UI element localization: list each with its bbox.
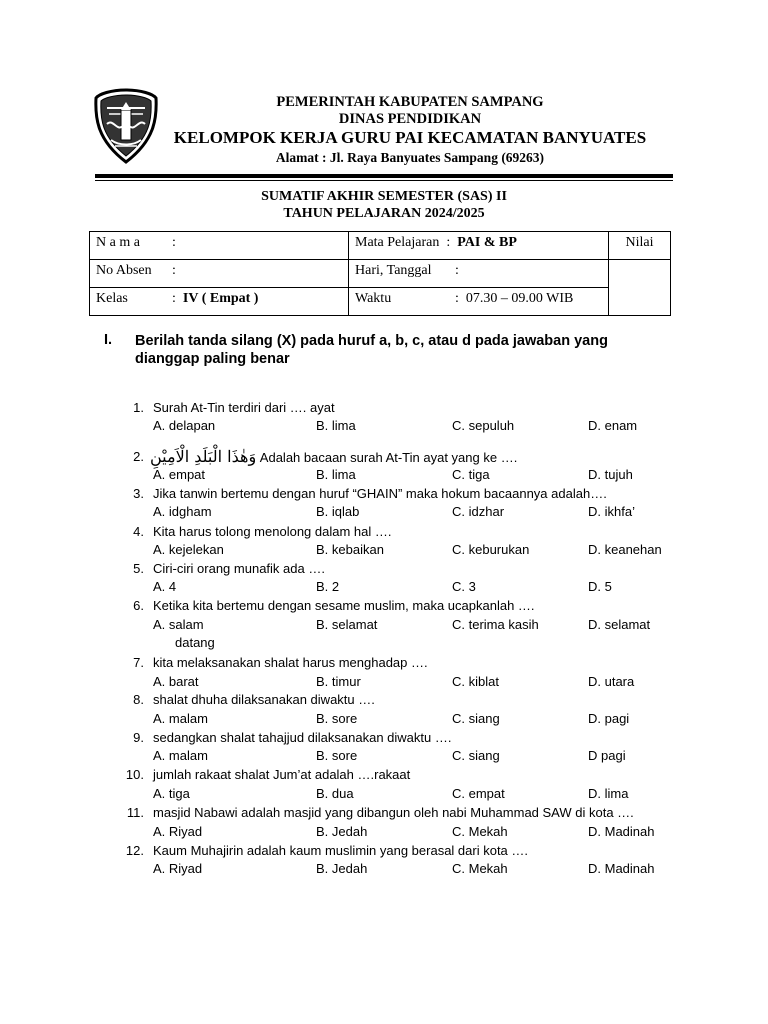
field-nama[interactable]: [90, 232, 349, 260]
option-c[interactable]: C. 3: [452, 579, 476, 594]
arabic-verse: وَهٰذَا الْبَلَدِ الْاَمِيْنِ: [150, 447, 257, 466]
option-c[interactable]: C. Mekah: [452, 861, 508, 876]
option-b[interactable]: B. iqlab: [316, 504, 360, 519]
question-8: [0, 691, 768, 709]
question-number: 3.: [133, 486, 144, 501]
option-c[interactable]: C. tiga: [452, 467, 490, 482]
question-9: [0, 729, 768, 747]
option-d[interactable]: D. lima: [588, 786, 629, 801]
question-text: Adalah bacaan surah At-Tin ayat yang ke ….: [259, 450, 518, 465]
field-mata-pelajaran: [349, 232, 609, 260]
question-number: 11.: [126, 805, 144, 820]
option-b[interactable]: B. lima: [316, 467, 356, 482]
question-12: [0, 842, 768, 860]
question-6: [0, 597, 768, 615]
option-c[interactable]: C. kiblat: [452, 674, 499, 689]
question-5: [0, 560, 768, 578]
option-b[interactable]: B. sore: [316, 748, 358, 763]
question-number: 9.: [133, 730, 144, 745]
option-c[interactable]: C. empat: [452, 786, 505, 801]
header-address: Alamat : Jl. Raya Banyuates Sampang (69263): [275, 150, 545, 165]
option-d[interactable]: D. keanehan: [588, 542, 662, 557]
option-a[interactable]: A. 4: [153, 579, 177, 594]
option-c[interactable]: C. sepuluh: [452, 418, 515, 433]
waktu-colon: :: [455, 291, 459, 306]
option-b[interactable]: B. kebaikan: [316, 542, 384, 557]
option-b[interactable]: B. dua: [316, 786, 354, 801]
nilai-label: Nilai: [625, 235, 654, 250]
header-department: DINAS PENDIDIKAN: [338, 111, 482, 127]
nilai-header: [609, 232, 671, 260]
header-rule-thick: [95, 174, 673, 178]
exam-year: TAHUN PELAJARAN 2024/2025: [283, 206, 485, 221]
question-text: Ketika kita bertemu dengan sesame muslim, maka ucapkanlah ….: [153, 598, 535, 613]
option-a[interactable]: A. Riyad: [153, 824, 203, 839]
mapel-label: Mata Pelajaran: [355, 235, 440, 250]
field-hari-tanggal[interactable]: [349, 260, 609, 288]
option-a[interactable]: A. barat: [153, 674, 199, 689]
option-a-continuation[interactable]: datang: [175, 635, 215, 650]
mapel-value: PAI & BP: [457, 235, 517, 250]
option-d[interactable]: D. utara: [588, 674, 635, 689]
field-nilai[interactable]: [609, 260, 671, 316]
option-a[interactable]: A. malam: [153, 711, 208, 726]
option-d[interactable]: D. selamat: [588, 617, 651, 632]
question-text: masjid Nabawi adalah masjid yang dibangun oleh nabi Muhammad SAW di kota ….: [153, 805, 634, 820]
option-a[interactable]: A. malam: [153, 748, 208, 763]
kelas-label: Kelas: [96, 291, 128, 306]
option-a[interactable]: A. kejelekan: [153, 542, 224, 557]
question-2: [0, 448, 768, 466]
question-text: sedangkan shalat tahajjud dilaksanakan diwaktu ….: [153, 730, 452, 745]
option-d[interactable]: D. tujuh: [588, 467, 633, 482]
option-d[interactable]: D. Madinah: [588, 861, 655, 876]
question-number: 5.: [133, 561, 144, 576]
header-organization: KELOMPOK KERJA GURU PAI KECAMATAN BANYUATES: [173, 128, 647, 147]
question-3: [0, 485, 768, 503]
option-c[interactable]: C. terima kasih: [452, 617, 539, 632]
option-b[interactable]: B. sore: [316, 711, 358, 726]
hari-colon: :: [455, 263, 459, 278]
absen-colon: :: [172, 263, 176, 278]
option-c[interactable]: C. Mekah: [452, 824, 508, 839]
waktu-label: Waktu: [355, 291, 392, 306]
question-number: 10.: [125, 767, 144, 782]
hari-label: Hari, Tanggal: [355, 263, 432, 278]
option-d[interactable]: D pagi: [588, 748, 626, 763]
option-a[interactable]: A. idgham: [153, 504, 212, 519]
question-10: [0, 766, 768, 784]
question-text: Jika tanwin bertemu dengan huruf “GHAIN” maka hokum bacaannya adalah….: [153, 486, 607, 501]
option-c[interactable]: C. siang: [452, 748, 500, 763]
question-number: 8.: [133, 692, 144, 707]
option-d[interactable]: D. 5: [588, 579, 612, 594]
field-no-absen[interactable]: [90, 260, 349, 288]
option-c[interactable]: C. idzhar: [452, 504, 505, 519]
question-7: [0, 654, 768, 672]
option-b[interactable]: B. lima: [316, 418, 356, 433]
waktu-value: 07.30 – 09.00 WIB: [465, 291, 574, 306]
question-text: jumlah rakaat shalat Jum’at adalah ….rakaat: [153, 767, 411, 782]
option-c[interactable]: C. siang: [452, 711, 500, 726]
question-text-line: [150, 448, 517, 467]
question-number: 4.: [133, 524, 144, 539]
option-a[interactable]: A. empat: [153, 467, 206, 482]
student-identity-table: [89, 231, 671, 316]
question-11: [0, 804, 768, 822]
question-text: Surah At-Tin terdiri dari …. ayat: [153, 400, 335, 415]
option-d[interactable]: D. pagi: [588, 711, 630, 726]
question-1: [0, 399, 768, 417]
option-d[interactable]: D. enam: [588, 418, 638, 433]
field-waktu: [349, 288, 609, 316]
option-a[interactable]: A. tiga: [153, 786, 190, 801]
question-number: 12.: [125, 843, 144, 858]
option-b[interactable]: B. timur: [316, 674, 361, 689]
option-c[interactable]: C. keburukan: [452, 542, 530, 557]
header-rule-thin: [95, 180, 673, 181]
question-text: Kaum Muhajirin adalah kaum muslimin yang berasal dari kota ….: [153, 843, 529, 858]
question-number: 1.: [133, 400, 144, 415]
option-a[interactable]: A. salam: [153, 617, 204, 632]
kelas-value: IV ( Empat ): [182, 291, 259, 306]
section-number: I.: [104, 332, 113, 348]
question-text: kita melaksanakan shalat harus menghadap ….: [153, 655, 428, 670]
field-kelas: [90, 288, 349, 316]
option-d[interactable]: D. ikhfa’: [588, 504, 635, 519]
question-number: 7.: [133, 655, 144, 670]
mapel-colon: :: [446, 235, 451, 250]
option-a[interactable]: A. delapan: [153, 418, 216, 433]
kelas-colon: :: [172, 291, 176, 306]
option-b[interactable]: B. Jedah: [316, 861, 368, 876]
question-text: shalat dhuha dilaksanakan diwaktu ….: [153, 692, 375, 707]
option-a[interactable]: A. Riyad: [153, 861, 203, 876]
section-instruction: Berilah tanda silang (X) pada huruf a, b, c, atau d pada jawaban yang dianggap paling benar: [135, 333, 608, 367]
question-4: [0, 523, 768, 541]
option-b[interactable]: B. 2: [316, 579, 340, 594]
header-government: PEMERINTAH KABUPATEN SAMPANG: [276, 94, 544, 110]
question-text: Ciri-ciri orang munafik ada ….: [153, 561, 325, 576]
absen-label: No Absen: [96, 263, 152, 278]
question-number: 2.: [133, 449, 144, 464]
question-number: 6.: [133, 598, 144, 613]
option-d[interactable]: D. Madinah: [588, 824, 655, 839]
nama-colon: :: [172, 235, 176, 250]
option-b[interactable]: B. selamat: [316, 617, 378, 632]
exam-title: SUMATIF AKHIR SEMESTER (SAS) II: [261, 189, 507, 204]
question-text: Kita harus tolong menolong dalam hal ….: [153, 524, 392, 539]
nama-label: N a m a: [96, 235, 140, 250]
option-b[interactable]: B. Jedah: [316, 824, 368, 839]
